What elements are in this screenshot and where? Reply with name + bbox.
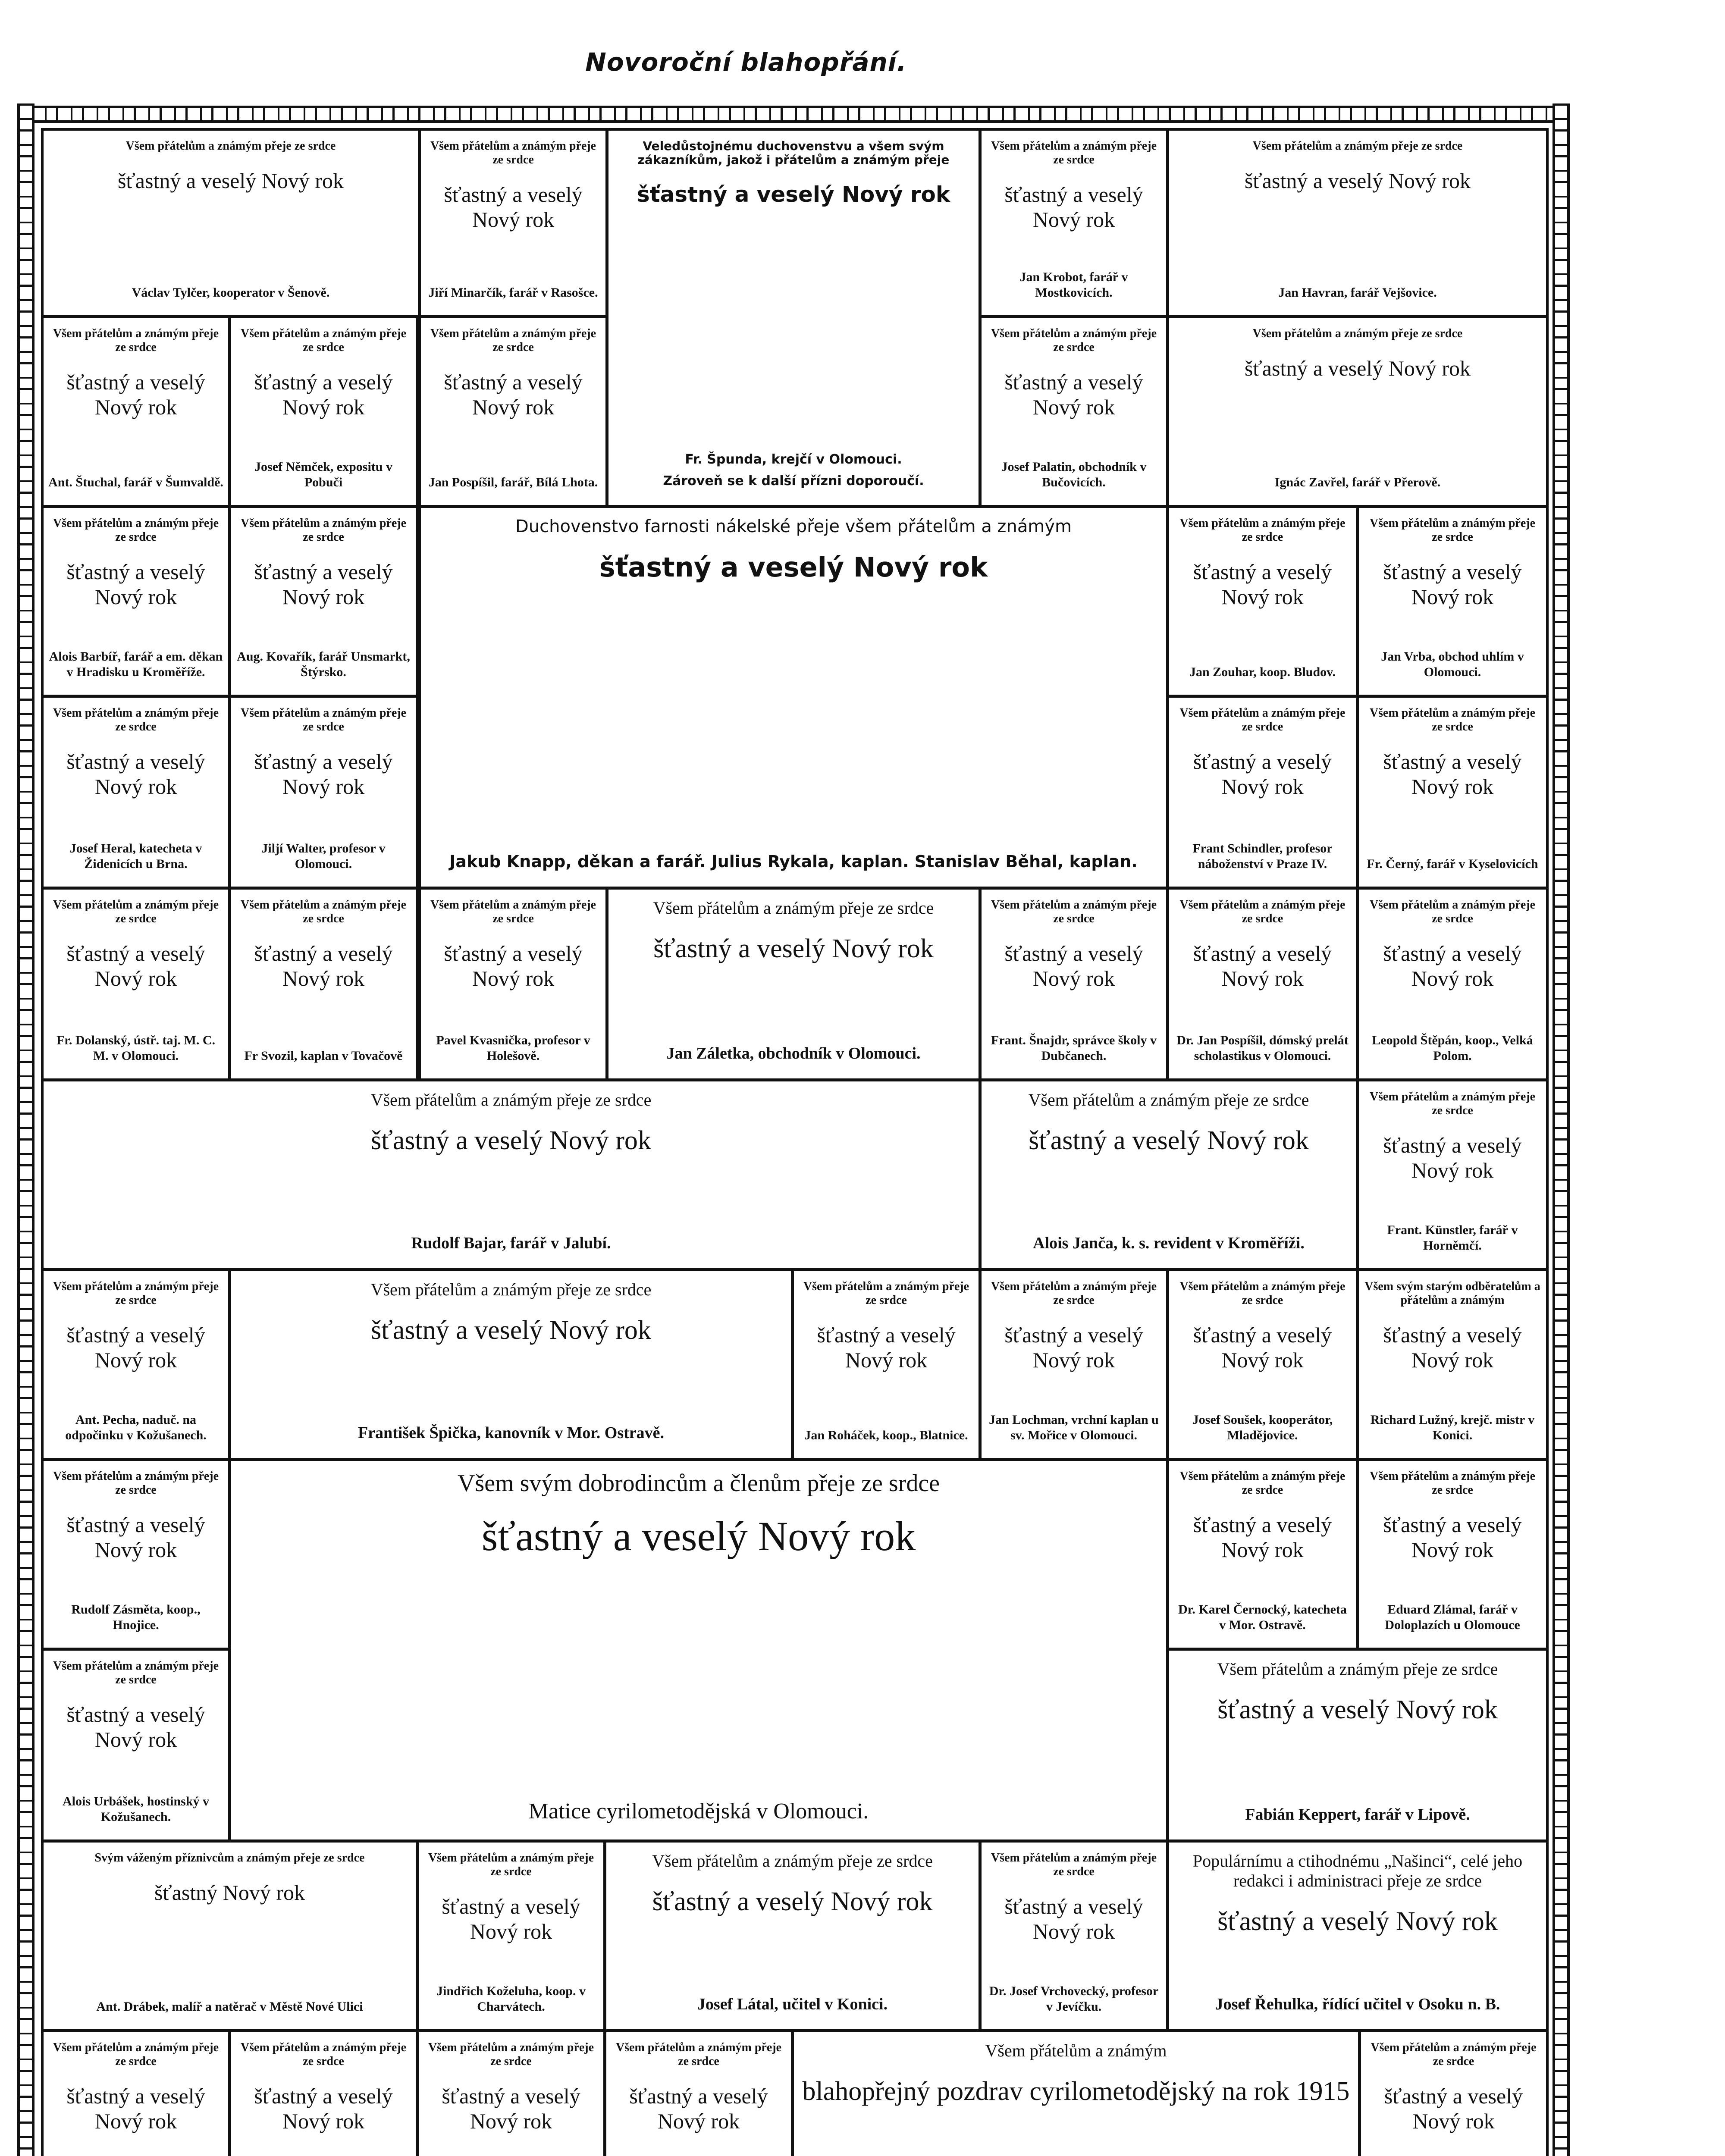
card-wish: šťastný a veselý Nový rok xyxy=(254,560,393,609)
card-wish: šťastný a veselý Nový rok xyxy=(652,1887,933,1916)
card-wish: šťastný a veselý Nový rok xyxy=(637,182,950,207)
card-signature: Rudolf Bajar, farář v Jalubí. xyxy=(411,1234,611,1253)
greeting-card xyxy=(979,887,1169,1081)
greeting-card xyxy=(1356,1269,1549,1460)
greeting-card xyxy=(1167,1458,1358,1650)
card-greeting: Všem přátelům a známým přeje ze srdce xyxy=(53,1280,219,1307)
card-signature: Jiří Minarčík, farář v Rasošce. xyxy=(428,285,598,300)
card-greeting: Všem přátelům a známým přeje ze srdce xyxy=(53,706,219,734)
card-wish: šťastný a veselý Nový rok xyxy=(1244,356,1471,381)
card-greeting: Všem přátelům a známým přeje ze srdce xyxy=(430,898,596,926)
card-greeting: Všem přátelům a známým xyxy=(985,2041,1167,2060)
greeting-card xyxy=(979,1269,1169,1460)
card-greeting: Všem přátelům a známým přeje ze srdce xyxy=(1371,2041,1537,2068)
card-greeting: Všem přátelům a známým přeje ze srdce xyxy=(430,327,596,354)
card-greeting: Všem přátelům a známým přeje ze srdce xyxy=(1369,1090,1536,1118)
card-signature: Jan Zouhar, koop. Bludov. xyxy=(1189,665,1336,679)
greeting-card xyxy=(979,1079,1358,1271)
card-wish: šťastný a veselý Nový rok xyxy=(1004,370,1143,419)
card-greeting: Všem přátelům a známým přeje ze srdce xyxy=(1369,1470,1536,1497)
card-greeting: Všem přátelům a známým přeje ze srdce xyxy=(1369,898,1536,926)
card-greeting: Všem přátelům a známým přeje ze srdce xyxy=(1217,1659,1498,1679)
card-wish: šťastný a veselý Nový rok xyxy=(254,749,393,799)
card-signature: Eduard Zlámal, farář v Doloplazích u Olomouce xyxy=(1385,1602,1520,1632)
card-signature: František Špička, kanovník v Mor. Ostravě. xyxy=(358,1424,665,1442)
card-wish: šťastný a veselý Nový rok xyxy=(1383,1133,1522,1182)
card-wish: šťastný a veselý Nový rok xyxy=(1383,749,1522,799)
card-wish: šťastný a veselý Nový rok xyxy=(653,934,934,963)
greeting-card xyxy=(41,887,231,1081)
card-greeting: Všem přátelům a známým přeje ze srdce xyxy=(370,1280,652,1299)
card-signature: Jan Roháček, koop., Blatnice. xyxy=(804,1428,968,1442)
card-wish: šťastný a veselý Nový rok xyxy=(1383,1513,1522,1562)
card-signature: Dr. Jan Pospíšil, dómský prelát scholastikus v Olomouci. xyxy=(1176,1033,1349,1063)
greeting-card xyxy=(604,1840,981,2032)
greeting-card xyxy=(1167,1840,1549,2032)
card-signature: Jakub Knapp, děkan a farář. Julius Rykala, kaplan. Stanislav Běhal, kaplan. xyxy=(449,852,1138,871)
card-wish: šťastný a veselý Nový rok xyxy=(444,941,583,990)
card-wish: šťastný a veselý Nový rok xyxy=(1004,941,1143,990)
card-wish: šťastný a veselý Nový rok xyxy=(1384,2084,1523,2133)
card-wish: šťastný a veselý Nový rok xyxy=(66,1513,205,1562)
card-signature: Fr. Černý, farář v Kyselovicích xyxy=(1367,857,1538,871)
card-signature: Jindřich Koželuha, koop. v Charvátech. xyxy=(436,1984,586,2014)
card-signature: Jiljí Walter, profesor v Olomouci. xyxy=(261,841,386,871)
greeting-card xyxy=(41,1458,231,1650)
card-signature: Josef Látal, učitel v Konici. xyxy=(697,1995,888,2014)
card-signature: Josef Palatin, obchodník v Bučovicích. xyxy=(1001,460,1147,489)
card-signature: Jan Krobot, farář v Mostkovicích. xyxy=(1019,270,1128,300)
card-greeting: Všem přátelům a známým přeje ze srdce xyxy=(125,139,336,153)
greeting-card xyxy=(229,1458,1169,1842)
card-wish: šťastný a veselý Nový rok xyxy=(442,2084,580,2133)
card-wish: šťastný a veselý Nový rok xyxy=(629,2084,768,2133)
greeting-card xyxy=(979,128,1169,318)
card-greeting: Všem přátelům a známým přeje ze srdce xyxy=(615,2041,782,2068)
card-greeting: Populárnímu a ctihodnému „Našinci“, celé jeho redakci i administraci přeje ze srdce xyxy=(1192,1851,1523,1890)
card-signature: Frant. Šnajdr, správce školy v Dubčanech. xyxy=(991,1033,1157,1063)
card-greeting: Všem přátelům a známým přeje ze srdce xyxy=(1369,517,1536,544)
card-greeting: Všem přátelům a známým přeje ze srdce xyxy=(53,2041,219,2068)
greeting-card xyxy=(229,1269,794,1460)
card-greeting: Duchovenstvo farnosti nákelské přeje všem přátelům a známým xyxy=(515,517,1072,536)
card-greeting: Všem přátelům a známým přeje ze srdce xyxy=(240,327,407,354)
card-wish: šťastný a veselý Nový rok xyxy=(66,749,205,799)
card-wish: šťastný a veselý Nový rok xyxy=(444,182,583,232)
card-wish: šťastný a veselý Nový rok xyxy=(599,552,988,583)
card-greeting: Všem přátelům a známým přeje ze srdce xyxy=(240,2041,407,2068)
card-signature: Rudolf Zásměta, koop., Hnojice. xyxy=(71,1602,201,1632)
card-wish: šťastný a veselý Nový rok xyxy=(66,1702,205,1752)
card-wish: šťastný a veselý Nový rok xyxy=(66,2084,205,2133)
card-greeting: Všem přátelům a známým přeje ze srdce xyxy=(1179,517,1346,544)
card-greeting: Všem přátelům a známým přeje ze srdce xyxy=(240,706,407,734)
greeting-card xyxy=(41,1269,231,1460)
card-signature: Fr Svozil, kaplan v Tovačově xyxy=(244,1049,403,1063)
card-greeting: Všem přátelům a známým přeje ze srdce xyxy=(652,1851,933,1871)
top-chain-border xyxy=(30,106,1565,123)
card-signature: Dr. Karel Černocký, katecheta v Mor. Ostravě. xyxy=(1178,1602,1347,1632)
greeting-card xyxy=(41,1648,231,1842)
card-wish: šťastný a veselý Nový rok xyxy=(444,370,583,419)
card-signature: Frant. Künstler, farář v Horněmčí. xyxy=(1387,1223,1518,1253)
card-greeting: Všem přátelům a známým přeje ze srdce xyxy=(991,1280,1157,1307)
greeting-card xyxy=(229,505,418,697)
greeting-card xyxy=(41,2030,231,2156)
card-wish: šťastný a veselý Nový rok xyxy=(1244,169,1471,193)
card-wish: šťastný a veselý Nový rok xyxy=(66,560,205,609)
card-wish: šťastný a veselý Nový rok xyxy=(254,941,393,990)
card-wish: blahopřejný pozdrav cyrilometodějský na rok 1915 xyxy=(802,2077,1350,2106)
greeting-card xyxy=(791,2030,1361,2156)
card-wish: šťastný a veselý Nový rok xyxy=(1217,1695,1498,1724)
card-greeting: Všem přátelům a známým přeje ze srdce xyxy=(53,517,219,544)
greeting-card xyxy=(604,2030,794,2156)
greeting-card xyxy=(1167,316,1549,508)
card-greeting: Všem přátelům a známým přeje ze srdce xyxy=(991,1851,1157,1879)
greeting-card xyxy=(41,695,231,889)
card-greeting: Všem přátelům a známým přeje ze srdce xyxy=(53,1470,219,1497)
card-greeting: Svým váženým příznivcům a známým přeje ze srdce xyxy=(94,1851,365,1865)
card-signature: Dr. Josef Vrchovecký, profesor v Jevíčku. xyxy=(989,1984,1159,2014)
card-greeting: Všem přátelům a známým přeje ze srdce xyxy=(991,139,1157,167)
greeting-card xyxy=(1167,128,1549,318)
card-greeting: Všem přátelům a známým přeje ze srdce xyxy=(53,1659,219,1687)
card-greeting: Všem přátelům a známým přeje ze srdce xyxy=(991,327,1157,354)
greeting-card xyxy=(791,1269,981,1460)
page-title: Novoroční blahopřání. xyxy=(585,47,907,77)
greeting-card xyxy=(1358,2030,1549,2156)
greeting-card xyxy=(1356,1458,1549,1650)
card-greeting: Všem přátelům a známým přeje ze srdce xyxy=(430,139,596,167)
card-signature: Frant Schindler, profesor náboženství v Praze IV. xyxy=(1192,841,1333,871)
card-wish: šťastný a veselý Nový rok xyxy=(254,370,393,419)
card-greeting: Všem přátelům a známým přeje ze srdce xyxy=(428,1851,594,1879)
card-signature: Ant. Drábek, malíř a natěrač v Městě Nové Ulici xyxy=(96,1999,363,2014)
card-wish: šťastný a veselý Nový rok xyxy=(1217,1907,1498,1936)
greeting-card xyxy=(1167,505,1358,697)
card-greeting: Všem přátelům a známým přeje ze srdce xyxy=(1028,1090,1309,1109)
card-greeting: Všem přátelům a známým přeje ze srdce xyxy=(240,898,407,926)
card-wish: šťastný a veselý Nový rok xyxy=(442,1894,580,1943)
card-signature: Matice cyrilometodějská v Olomouci. xyxy=(528,1799,869,1824)
greeting-card xyxy=(1167,1648,1549,1842)
card-wish: šťastný a veselý Nový rok xyxy=(481,1513,916,1560)
card-signature: Leopold Štěpán, koop., Velká Polom. xyxy=(1372,1033,1533,1063)
card-signature: Ant. Pecha, naduč. na odpočinku v Kožušanech. xyxy=(65,1413,207,1442)
card-signature: Alois Urbášek, hostinský v Kožušanech. xyxy=(62,1794,210,1824)
greeting-card xyxy=(606,887,981,1081)
card-greeting: Všem svým starým odběratelům a přátelům a známým xyxy=(1364,1280,1540,1307)
greeting-card xyxy=(41,1840,418,2032)
card-greeting: Všem přátelům a známým přeje ze srdce xyxy=(370,1090,652,1109)
card-signature: Jan Vrba, obchod uhlím v Olomouci. xyxy=(1381,649,1524,679)
card-signature: Jan Lochman, vrchní kaplan u sv. Mořice v Olomouci. xyxy=(989,1413,1159,1442)
card-signature: Alois Barbíř, farář a em. děkan v Hradisku u Kroměříže. xyxy=(49,649,223,679)
card-wish: šťastný a veselý Nový rok xyxy=(1383,560,1522,609)
card-greeting: Všem přátelům a známým přeje ze srdce xyxy=(1179,898,1346,926)
card-signature: Václav Tylčer, kooperator v Šenově. xyxy=(132,285,330,300)
card-signature: Josef Němček, expositu v Pobuči xyxy=(254,460,392,489)
card-note: Zároveň se k další přízni doporoučí. xyxy=(663,473,924,489)
card-greeting: Všem přátelům a známým přeje ze srdce xyxy=(1252,327,1463,340)
greeting-card xyxy=(41,1079,981,1271)
card-signature: Ignác Zavřel, farář v Přerově. xyxy=(1274,475,1441,489)
greeting-card xyxy=(1356,695,1549,889)
card-wish: šťastný a veselý Nový rok xyxy=(1004,182,1143,232)
card-signature: Aug. Kovařík, farář Unsmarkt, Štýrsko. xyxy=(237,649,410,679)
card-wish: šťastný a veselý Nový rok xyxy=(1193,749,1332,799)
card-signature: Jan Záletka, obchodník v Olomouci. xyxy=(666,1044,921,1063)
card-signature: Josef Řehulka, řídící učitel v Osoku n. B. xyxy=(1215,1995,1500,2014)
greeting-card xyxy=(41,128,420,318)
card-greeting: Všem přátelům a známým přeje ze srdce xyxy=(1179,1280,1346,1307)
card-greeting: Všem přátelům a známým přeje ze srdce xyxy=(1179,1470,1346,1497)
greeting-card xyxy=(418,505,1169,889)
card-wish: šťastný a veselý Nový rok xyxy=(1004,1894,1143,1943)
greeting-card xyxy=(416,2030,606,2156)
greeting-card xyxy=(1167,1269,1358,1460)
card-signature: Richard Lužný, krejč. mistr v Konici. xyxy=(1370,1413,1535,1442)
card-wish: šťastný a veselý Nový rok xyxy=(1193,941,1332,990)
card-greeting: Všem přátelům a známým přeje ze srdce xyxy=(803,1280,969,1307)
card-signature: Ant. Štuchal, farář v Šumvaldě. xyxy=(48,475,223,489)
greeting-card xyxy=(418,316,608,508)
greeting-card xyxy=(41,505,231,697)
card-wish: šťastný a veselý Nový rok xyxy=(1004,1323,1143,1372)
card-signature: Fabián Keppert, farář v Lipově. xyxy=(1245,1805,1470,1824)
card-wish: šťastný a veselý Nový rok xyxy=(66,370,205,419)
greeting-card xyxy=(979,1840,1169,2032)
card-greeting: Všem přátelům a známým přeje ze srdce xyxy=(1179,706,1346,734)
card-greeting: Všem svým dobrodincům a členům přeje ze srdce xyxy=(457,1470,940,1497)
card-wish: šťastný Nový rok xyxy=(154,1880,305,1905)
card-wish: šťastný a veselý Nový rok xyxy=(371,1316,651,1345)
greeting-card xyxy=(229,887,418,1081)
card-wish: šťastný a veselý Nový rok xyxy=(817,1323,956,1372)
greeting-card xyxy=(229,2030,418,2156)
card-greeting: Všem přátelům a známým přeje ze srdce xyxy=(1369,706,1536,734)
card-wish: šťastný a veselý Nový rok xyxy=(1193,560,1332,609)
card-wish: šťastný a veselý Nový rok xyxy=(1193,1323,1332,1372)
card-wish: šťastný a veselý Nový rok xyxy=(117,169,344,193)
card-wish: šťastný a veselý Nový rok xyxy=(1029,1126,1309,1155)
greeting-card xyxy=(1167,695,1358,889)
greeting-card xyxy=(229,316,418,508)
greeting-card xyxy=(229,695,418,889)
card-signature: Josef Heral, katecheta v Židenicích u Brna. xyxy=(69,841,202,871)
card-signature: Fr. Špunda, krejčí v Olomouci. xyxy=(685,452,902,467)
right-chain-border xyxy=(1552,103,1570,2156)
greeting-card xyxy=(416,1840,606,2032)
card-signature: Fr. Dolanský, ústř. taj. M. C. M. v Olomouci. xyxy=(56,1033,216,1063)
card-greeting: Veledůstojnému duchovenstvu a všem svým zákazníkům, jakož i přátelům a známým přeje xyxy=(637,139,950,167)
greeting-card xyxy=(1356,1079,1549,1271)
card-wish: šťastný a veselý Nový rok xyxy=(1383,1323,1522,1372)
card-signature: Pavel Kvasnička, profesor v Holešově. xyxy=(436,1033,590,1063)
card-wish: šťastný a veselý Nový rok xyxy=(66,1323,205,1372)
card-greeting: Všem přátelům a známým přeje ze srdce xyxy=(428,2041,594,2068)
card-greeting: Všem přátelům a známým přeje ze srdce xyxy=(1252,139,1463,153)
card-greeting: Všem přátelům a známým přeje ze srdce xyxy=(991,898,1157,926)
card-greeting: Všem přátelům a známým přeje ze srdce xyxy=(53,898,219,926)
card-greeting: Všem přátelům a známým přeje ze srdce xyxy=(53,327,219,354)
greeting-card xyxy=(606,128,981,508)
greeting-card xyxy=(418,887,608,1081)
greeting-card xyxy=(979,316,1169,508)
card-signature: Alois Janča, k. s. revident v Kroměříži. xyxy=(1033,1234,1305,1253)
card-signature: Jan Pospíšil, farář, Bílá Lhota. xyxy=(428,475,598,489)
greeting-card xyxy=(41,316,231,508)
card-signature: Jan Havran, farář Vejšovice. xyxy=(1278,285,1437,300)
card-greeting: Všem přátelům a známým přeje ze srdce xyxy=(653,898,934,918)
card-signature: Josef Soušek, kooperátor, Mladějovice. xyxy=(1192,1413,1333,1442)
card-wish: šťastný a veselý Nový rok xyxy=(1383,941,1522,990)
card-wish: šťastný a veselý Nový rok xyxy=(371,1126,651,1155)
card-wish: šťastný a veselý Nový rok xyxy=(66,941,205,990)
greeting-card xyxy=(418,128,608,318)
left-chain-border xyxy=(17,103,34,2156)
card-wish: šťastný a veselý Nový rok xyxy=(254,2084,393,2133)
greeting-card xyxy=(1356,887,1549,1081)
card-wish: šťastný a veselý Nový rok xyxy=(1193,1513,1332,1562)
card-greeting: Všem přátelům a známým přeje ze srdce xyxy=(240,517,407,544)
greeting-card xyxy=(1167,887,1358,1081)
greeting-card xyxy=(1356,505,1549,697)
